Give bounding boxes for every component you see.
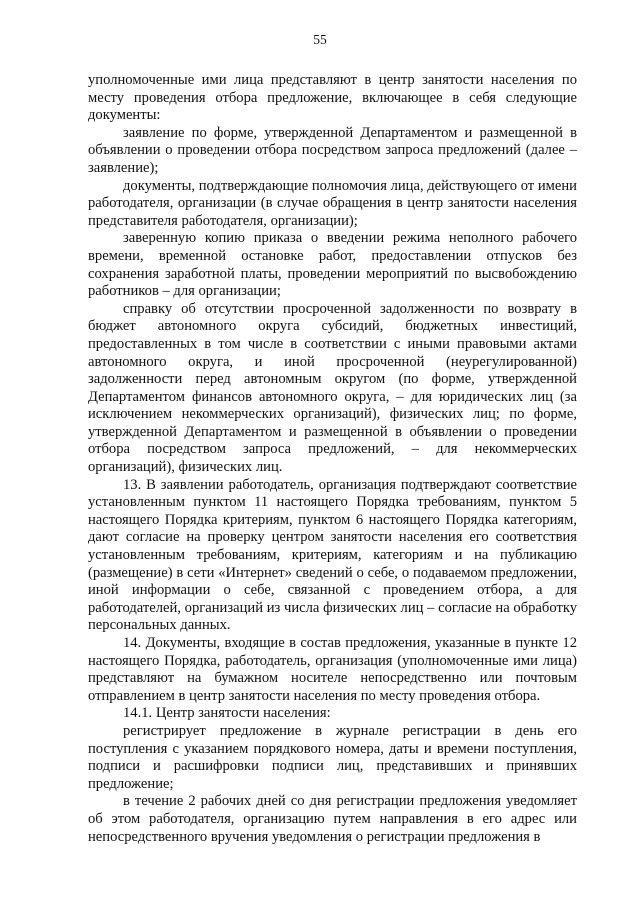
paragraph-application-form: заявление по форме, утвержденной Департаментом и размещенной в объявлении о проведении отбора посредством запроса предложений (далее – заявление); (88, 124, 577, 176)
paragraph-item-14: 14. Документы, входящие в состав предложения, указанные в пункте 12 настоящего Порядка, работодатель, организация (уполномоченные ими лица) представляют на бумажном носителе непосредственно или почтовым отправлением в центр занятости населения по месту проведения отбора. (88, 635, 577, 704)
paragraph-notification: в течение 2 рабочих дней со дня регистрации предложения уведомляет об этом работодателя, организацию путем направления в его адрес или непосредственного вручения уведомления о регистрации предложения в (88, 793, 577, 845)
paragraph-registration: регистрирует предложение в журнале регистрации в день его поступления с указанием порядкового номера, даты и времени поступления, подписи и расшифровки подписи лиц, представивших и принявших предложение; (88, 722, 577, 792)
paragraph-intro-continuation: уполномоченные ими лица представляют в центр занятости населения по месту проведения отбора предложение, включающее в себя следующие документы: (88, 72, 577, 124)
paragraph-debt-certificate: справку об отсутствии просроченной задолженности по возврату в бюджет автономного округа субсидий, бюджетных инвестиций, предоставленных в том числе в соответствии с иными правовыми актами автономного округа, и иной просроченной (неурегулированной) задолженности перед автономным округом (по форме, утвержденной Департаментом финансов автономного округа, – для юридических лиц (за исключением некоммерческих организаций), физических лиц; по форме, утвержденной Департаментом и размещенной в объявлении о проведении отбора посредством запроса предложений, – для некоммерческих организаций), физических лиц. (88, 300, 577, 476)
paragraph-item-13: 13. В заявлении работодатель, организация подтверждают соответствие установленным пунктом 11 настоящего Порядка требованиям, пунктом 5 настоящего Порядка критериям, пунктом 6 настоящего Порядка категориям, дают согласие на проверку центром занятости населения его соответствия установленным требованиям, критериям, категориям и на публикацию (размещение) в сети «Интернет» сведений о себе, о подаваемом предложении, иной информации о себе, связанной с проведением отбора, а для работодателей, организаций из числа физических лиц – согласие на обработку персональных данных. (88, 476, 577, 634)
paragraph-order-copy: заверенную копию приказа о введении режима неполного рабочего времени, временной остановке работ, предоставлении отпусков без сохранения заработной платы, проведении мероприятий по высвобождению работников – для организации; (88, 230, 577, 300)
document-body (88, 72, 577, 846)
paragraph-item-14-1: 14.1. Центр занятости населения: (123, 705, 331, 722)
paragraph-authority-documents: документы, подтверждающие полномочия лица, действующего от имени работодателя, организации (в случае обращения в центр занятости населения представителя работодателя, организации); (88, 177, 577, 229)
page-number: 55 (313, 32, 327, 47)
